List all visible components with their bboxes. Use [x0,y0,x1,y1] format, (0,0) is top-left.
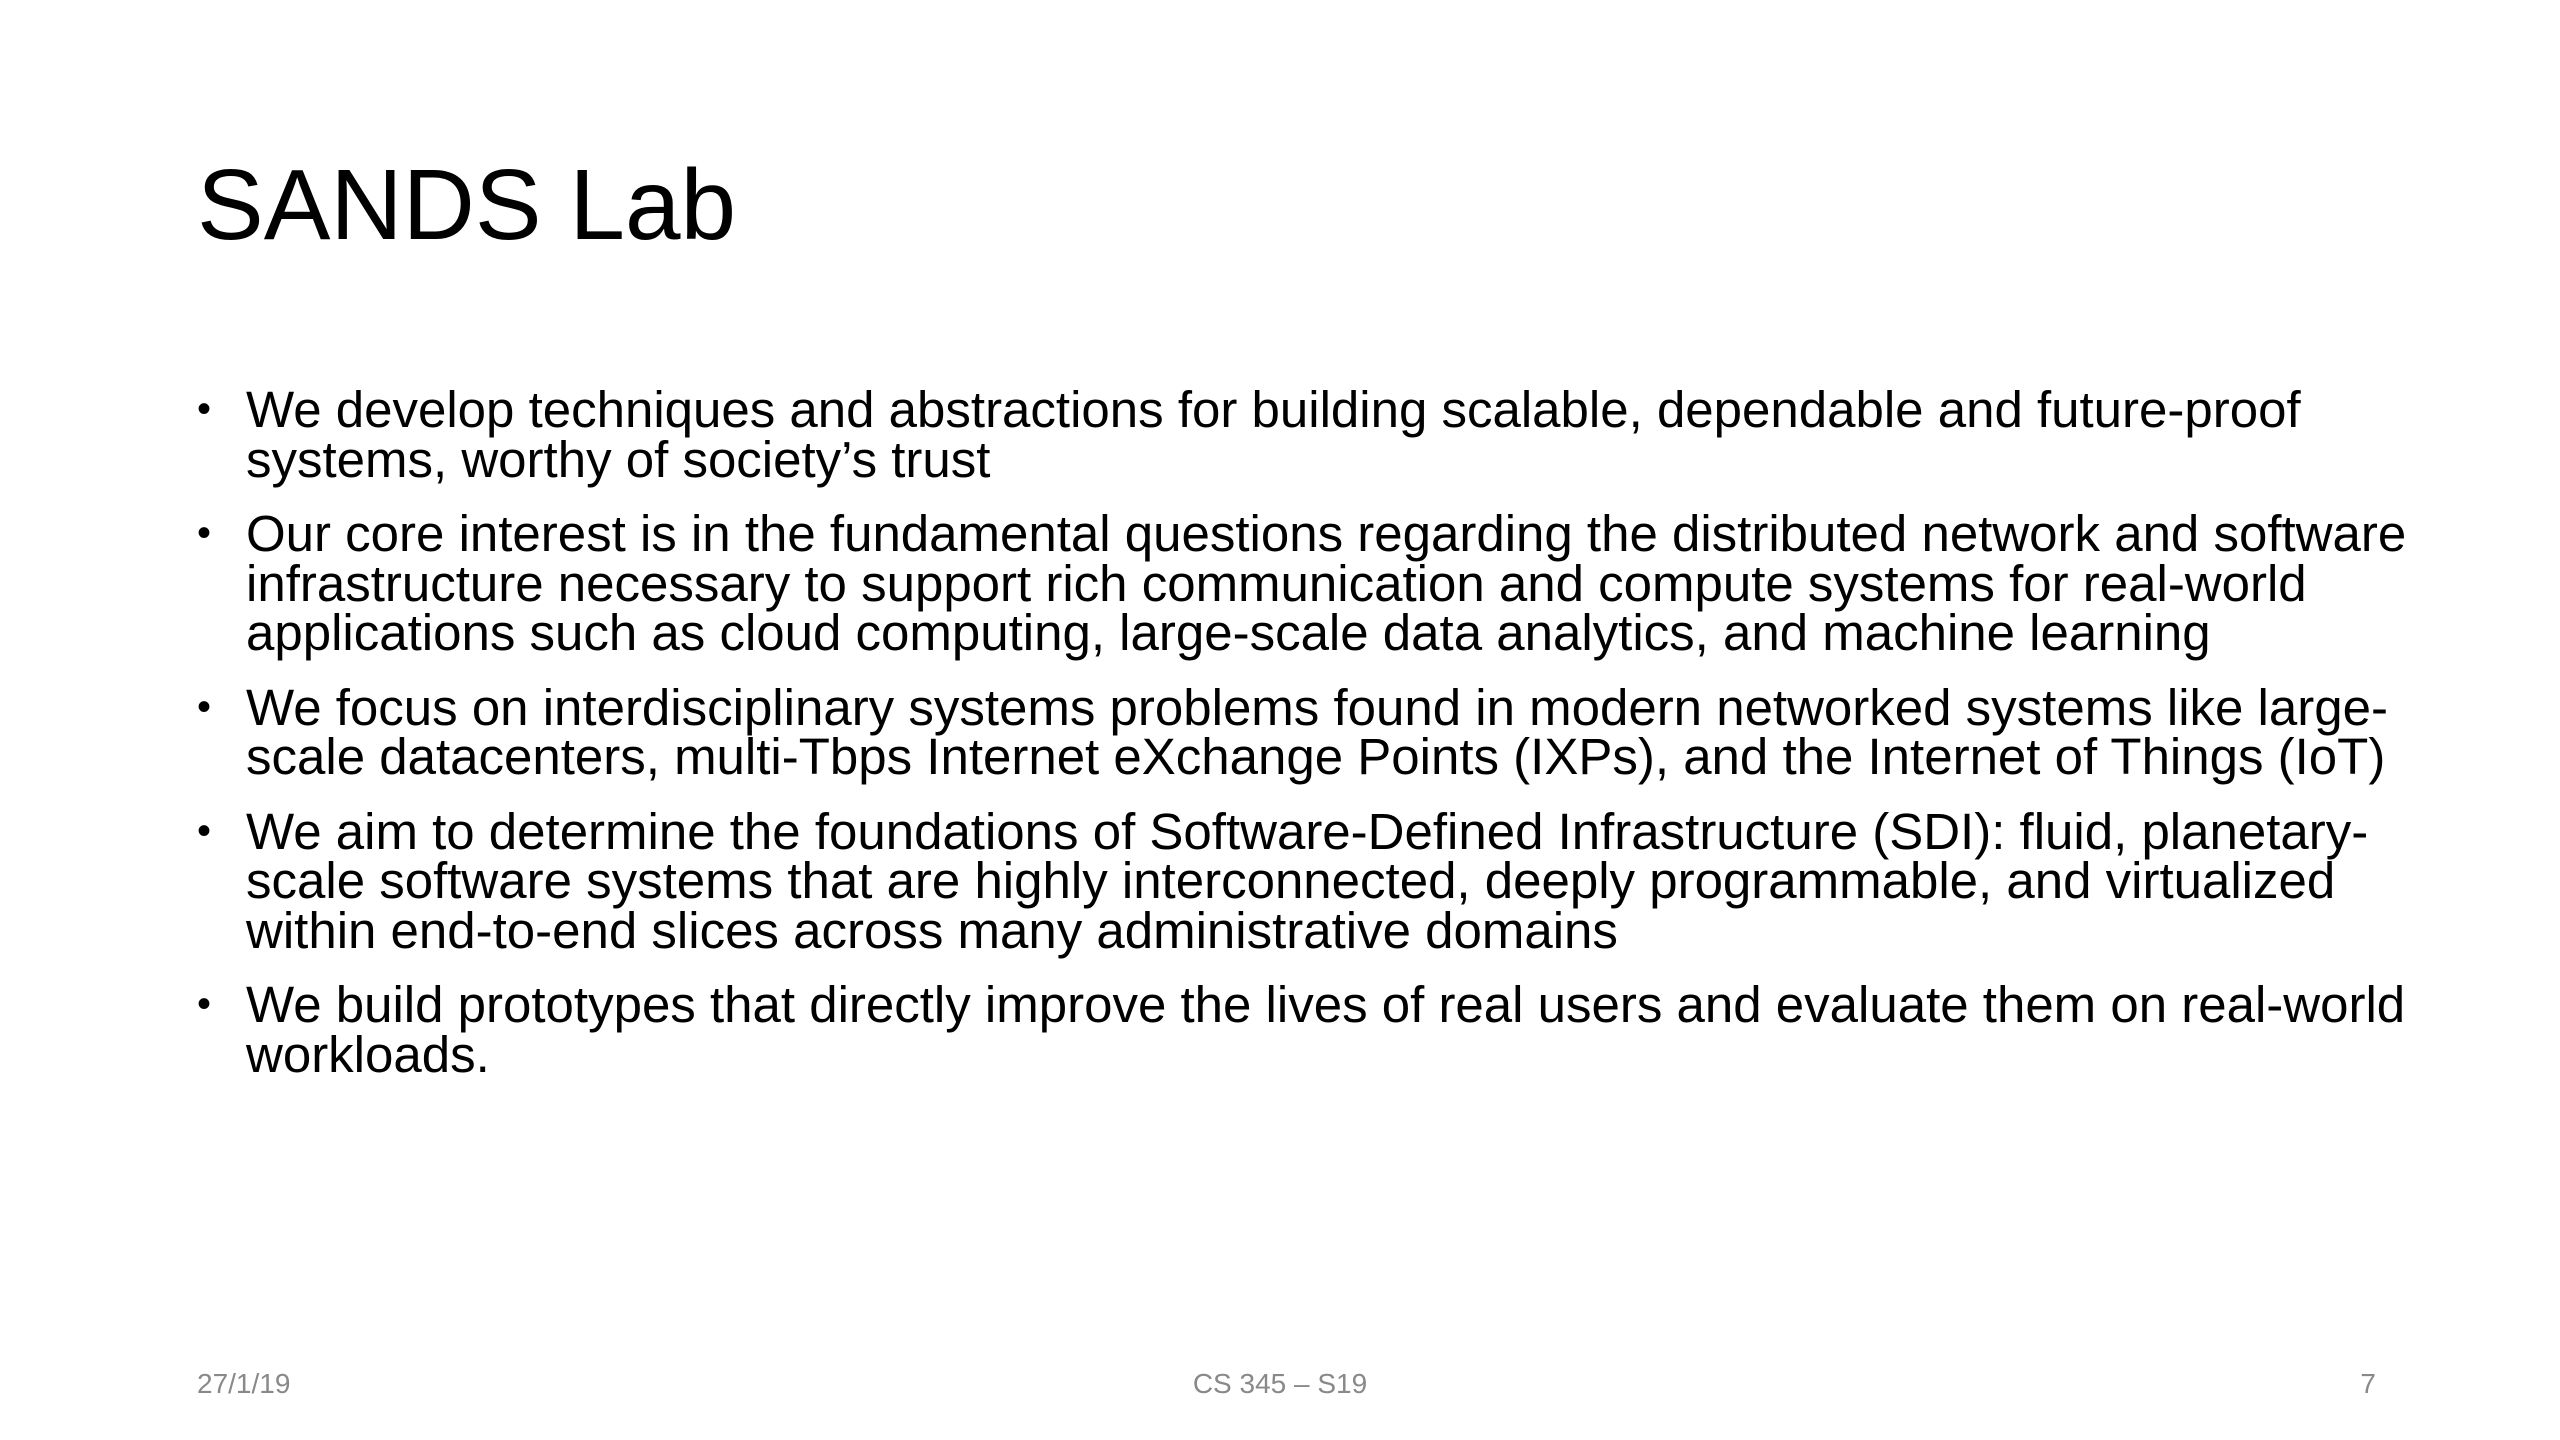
slide-title: SANDS Lab [197,149,737,261]
bullet-item [197,802,2437,959]
bullet-list [197,381,2437,1104]
bullet-item [197,381,2437,488]
bullet-marker: • [197,982,212,1026]
footer-page-number: 7 [2360,1368,2376,1399]
bullet-text: We develop techniques and abstractions for building scalable, dependable and future-proof systems, worthy of society’s trust [246,381,2301,488]
bullet-item [197,505,2437,661]
bullet-marker: • [197,511,212,555]
bullet-marker: • [197,684,212,729]
bullet-item [197,678,2437,785]
bullet-text: We build prototypes that directly improve the lives of real users and evaluate them on real-world workloads. [246,976,2406,1083]
bullet-text: We aim to determine the foundations of Software-Defined Infrastructure (SDI): fluid, planetary-scale software systems that are highly interconnected, deeply programmable, and virtualized within end-to-end slices across many administrative domains [246,802,2369,959]
bullet-item [197,976,2437,1083]
footer-date: 27/1/19 [197,1368,291,1399]
footer-course: CS 345 – S19 [1192,1368,1368,1399]
bullet-marker: • [197,387,212,431]
bullet-marker: • [197,808,212,853]
bullet-text: We focus on interdisciplinary systems problems found in modern networked systems like large-scale datacenters, multi-Tbps Internet eXchange Points (IXPs), and the Internet of Things (IoT) [246,678,2388,785]
bullet-text: Our core interest is in the fundamental questions regarding the distributed network and software infrastructure necessary to support rich communication and compute systems for real-world applications such as cloud computing, large-scale data analytics, and machine learning [246,505,2407,661]
